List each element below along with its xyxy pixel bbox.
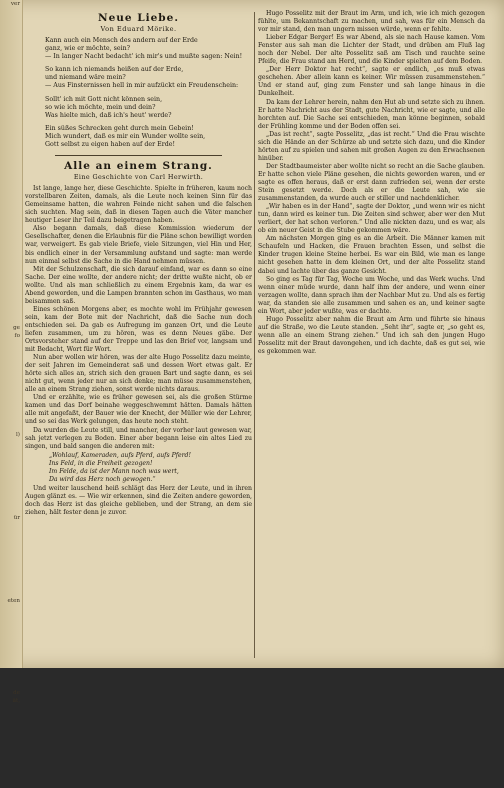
edge-fragment bbox=[0, 755, 22, 763]
edge-fragment bbox=[0, 191, 22, 199]
edge-fragment: ät, bbox=[12, 697, 20, 704]
edge-fragment bbox=[0, 133, 22, 141]
edge-fragment bbox=[0, 614, 22, 622]
edge-fragment bbox=[0, 274, 22, 282]
edge-fragment bbox=[0, 307, 22, 315]
story-paragraph: Mit der Schulzenschaft, die sich darauf einfand, war es dann so eine Sache. Der eine wollte, der andere nicht; der dritte wußte nicht, ob er wollte. Und als man schließlich zu einem Ergebnis kam, da war es Abend geworden, und die Lampen brannten schon im Gasthaus, wo man beisammen saß. bbox=[25, 265, 252, 305]
edge-fragment bbox=[0, 680, 22, 688]
edge-fragment bbox=[0, 747, 22, 755]
poem-body bbox=[45, 37, 252, 149]
edge-fragment: fo bbox=[14, 332, 20, 339]
section-divider bbox=[55, 155, 222, 156]
story-paragraph: Ist lange, lange her, diese Geschichte. Spielte in früheren, kaum noch vorstellbaren Zeiten, damals, als die Leute noch keinen Sinn für das Gemeinsame hatten, die wahren Feinde nicht sahen und die falschen sich suchten. Mag sein, daß in diesen Tagen auch die Väter mancher heutiger Leser ihr Teil dazu beigetragen haben. bbox=[25, 185, 252, 225]
edge-fragment: de bbox=[13, 689, 20, 696]
edge-fragment bbox=[0, 17, 22, 25]
edge-fragment bbox=[0, 41, 22, 49]
poem-title: Neue Liebe. bbox=[98, 12, 179, 24]
song-verse-line: Im Felde, da ist der Mann noch was wert, bbox=[49, 467, 179, 475]
edge-fragment bbox=[0, 738, 22, 746]
edge-fragment bbox=[0, 407, 22, 415]
edge-fragment bbox=[0, 655, 22, 663]
edge-fragment bbox=[0, 572, 22, 580]
edge-fragment bbox=[0, 639, 22, 647]
edge-fragment bbox=[0, 423, 22, 431]
edge-fragment bbox=[0, 531, 22, 539]
edge-fragment bbox=[0, 50, 22, 58]
poem-line: Ein süßes Schrecken geht durch mein Gebein! bbox=[45, 124, 194, 132]
poem-line: Was hielte mich, daß ich's heut' werde? bbox=[45, 111, 172, 119]
edge-fragment: eten bbox=[7, 598, 20, 605]
edge-fragment bbox=[0, 58, 22, 66]
edge-fragment bbox=[0, 149, 22, 157]
edge-fragment bbox=[0, 398, 22, 406]
edge-fragment bbox=[0, 556, 22, 564]
left-column bbox=[25, 10, 252, 660]
poem-line: Mich wundert, daß es mir ein Wunder wollte sein, bbox=[45, 132, 206, 140]
edge-fragment bbox=[0, 498, 22, 506]
edge-fragment bbox=[0, 257, 22, 265]
edge-fragment bbox=[0, 199, 22, 207]
edge-fragment bbox=[0, 672, 22, 680]
edge-fragment bbox=[0, 166, 22, 174]
edge-fragment bbox=[0, 116, 22, 124]
edge-fragment bbox=[0, 83, 22, 91]
edge-fragment bbox=[0, 158, 22, 166]
story-paragraph: Der Stadtbaumeister aber wollte nicht so recht an die Sache glauben. Er hatte schon viele Pläne gesehen, die nichts geworden waren, und er sagte es offen heraus, daß er erst dann zufrieden sei, wenn der erste Stein gesetzt werde. Doch als er die Leute sah, wie sie zusammenstanden, da wurde auch er stiller und nachdenklicher. bbox=[258, 162, 485, 203]
edge-fragment bbox=[0, 539, 22, 547]
story-paragraph: Eines schönen Morgens aber, es mochte wohl im Frühjahr gewesen sein, kam der Bote mit der Nachricht, daß die Sache nun doch entschieden sei. Da gab es Aufregung im ganzen Ort, und die Leute liefen zusammen, um zu hören, was es denn Neues gäbe. Der Ortsvorsteher stand auf der Treppe und las den Brief vor, langsam und mit Bedacht, Wort für Wort. bbox=[25, 305, 252, 354]
edge-fragment bbox=[0, 33, 22, 41]
edge-fragment bbox=[0, 705, 22, 713]
edge-fragment bbox=[0, 357, 22, 365]
edge-fragment bbox=[0, 66, 22, 74]
story-paragraph: Und weiter lauschend heiß schlägt das Herz der Leute, und in ihren Augen glänzt es. — Wie wir erkennen, sind die Zeiten andere geworden, doch das Herz ist das gleiche geblieben, und der Strang, an dem sie ziehen, hält fester denn je zuvor. bbox=[25, 484, 252, 516]
poem-line: Sollt' ich mit Gott nicht können sein, bbox=[45, 95, 163, 103]
edge-fragment bbox=[0, 290, 22, 298]
story-paragraph: Also begann damals, daß diese Kommission wiederum der Gesellschafter, denen die Erlaubnis für die Pläne schon bewilligt worden war, verweigert. Es gab viele Briefe, viele Sitzungen, viel Hin und Her, bis endlich einer in der Versammlung aufstand und sagte: man werde nun einmal selbst die Sache in die Hand nehmen müssen. bbox=[25, 225, 252, 265]
edge-fragment bbox=[0, 299, 22, 307]
edge-fragment bbox=[0, 415, 22, 423]
song-verse-line: „Wohlauf, Kameraden, aufs Pferd, aufs Pferd! bbox=[49, 451, 191, 459]
poem-line: Kann auch ein Mensch des andern auf der Erde bbox=[45, 37, 198, 44]
edge-fragment bbox=[0, 365, 22, 373]
edge-fragment bbox=[0, 473, 22, 481]
story-subtitle: Eine Geschichte von Carl Herwirth. bbox=[73, 173, 204, 182]
right-column bbox=[258, 10, 485, 660]
poem-line: ganz, wie er möchte, sein? bbox=[45, 45, 131, 53]
story-paragraph: Und er erzählte, wie es früher gewesen sei, als die großen Stürme kamen und das Dorf beinahe weggeschwemmt hätten. Damals hätten alle mit angefaßt, der Bauer wie der Knecht, der Müller wie der Lehrer, und so sei das Werk gelungen, das heute noch steht. bbox=[25, 394, 252, 426]
story-paragraph: „Wir haben es in der Hand“, sagte der Doktor, „und wenn wir es nicht tun, dann wird es keiner tun. Die Zeiten sind schwer, aber wer den Mut verliert, der hat schon verloren.“ Und alle nickten dazu, und es war, als ob ein neuer Geist in die Stube gekommen wäre. bbox=[258, 203, 485, 235]
story-body-right bbox=[258, 10, 485, 356]
story-paragraph: „Der Herr Doktor hat recht“, sagte er endlich, „es muß etwas geschehen. Aber allein kann es keiner. Wir müssen zusammenstehen.“ Und er stand auf, ging zum Fenster und sah lange hinaus in die Dunkelheit. bbox=[258, 66, 485, 98]
edge-fragment bbox=[0, 664, 22, 672]
edge-fragment bbox=[0, 224, 22, 232]
edge-fragment bbox=[0, 581, 22, 589]
column-divider bbox=[254, 12, 255, 658]
edge-fragment bbox=[0, 589, 22, 597]
story-paragraph: Am nächsten Morgen ging es an die Arbeit. Die Männer kamen mit Schaufeln und Hacken, die Frauen brachten Essen, und selbst die Kinder trugen kleine Steine herbei. Es war ein Bild, wie man es lange nicht gesehen hatte in dem kleinen Ort, und der alte Posselitz stand dabei und lachte über das ganze Gesicht. bbox=[258, 235, 485, 275]
song-verse bbox=[49, 452, 252, 484]
edge-fragment bbox=[0, 763, 22, 771]
poem-line: So kann ich niemands heißen auf der Erde, bbox=[45, 66, 184, 74]
story-paragraph: Lieber Edgar Berger! Es war Abend, als sie nach Hause kamen. Vom Fenster aus sah man die Lichter der Stadt, und drüben am Fluß lag noch der Nebel. Der alte Posselitz saß am Tisch und rauchte seine Pfeife, die Frau stand am Herd, und die Kinder spielten auf dem Boden. bbox=[258, 34, 485, 66]
story-paragraph: Hugo Posselitz aber nahm die Braut am Arm und führte sie hinaus auf die Straße, wo die Leute standen. „Seht ihr“, sagte er, „so geht es, wenn alle an einem Strang ziehen.“ Und ich sah den jungen Hugo Posselitz mit der Braut davongehen, und ich dachte, daß es gut sei, wie es gekommen war. bbox=[258, 315, 485, 355]
song-verse-line: Da wird das Herz noch gewogen.“ bbox=[49, 475, 156, 483]
edge-fragment bbox=[0, 8, 22, 16]
adjacent-page-edge bbox=[0, 0, 23, 704]
story-paragraph: Da wurden die Leute still, und mancher, der vorher laut gewesen war, sah jetzt verlegen zu Boden. Einer aber begann leise ein altes Lied zu singen, und bald sangen die anderen mit: bbox=[25, 426, 252, 450]
edge-fragment bbox=[0, 249, 22, 257]
story-paragraph: Hugo Posselitz mit der Braut im Arm, und ich, wie ich mich gezogen fühlte, um Bekanntschaft zu machen, und sah, was für ein Mensch da vor mir stand, den man ungern missen würde, wenn er fehlte. bbox=[258, 10, 485, 34]
story-body-left bbox=[25, 185, 252, 451]
edge-fragment bbox=[0, 373, 22, 381]
edge-fragment bbox=[0, 232, 22, 240]
edge-fragment bbox=[0, 465, 22, 473]
poem-line: — Aus Finsternissen hell in mir aufzückt ein Freudenschein: bbox=[45, 82, 239, 90]
edge-fragment bbox=[0, 382, 22, 390]
edge-fragment bbox=[0, 631, 22, 639]
edge-fragment bbox=[0, 730, 22, 738]
edge-fragment bbox=[0, 490, 22, 498]
poem-author: Von Eduard Mörike. bbox=[100, 25, 177, 33]
edge-fragment bbox=[0, 124, 22, 132]
edge-fragment bbox=[0, 440, 22, 448]
edge-fragment: ür bbox=[13, 515, 20, 522]
edge-fragment bbox=[0, 523, 22, 531]
edge-fragment bbox=[0, 606, 22, 614]
poem-line: so wie ich möchte, mein und dein? bbox=[45, 103, 156, 111]
story-paragraph: So ging es Tag für Tag, Woche um Woche, und das Werk wuchs. Und wenn einer müde wurde, dann half ihm der andere, und wenn einer verzagen wollte, dann sprach ihm der Nachbar Mut zu. Und als es fertig war, da standen sie alle zusammen und sahen es an, und keiner sagte ein Wort, aber jeder wußte, was er dachte. bbox=[258, 275, 485, 315]
story-paragraph: Nun aber wollen wir hören, was der alte Hugo Posselitz dazu meinte, der seit Jahren im Gemeinderat saß und dessen Wort etwas galt. Er hörte sich alles an, strich sich den grauen Bart und sagte dann, es sei nicht gut, wenn jeder nur an sich denke; man müsse zusammenstehen, alle an einem Strang ziehen, sonst werde nichts daraus. bbox=[25, 354, 252, 394]
poem-line: und niemand wäre mein? bbox=[45, 74, 126, 82]
edge-fragment: ge bbox=[13, 324, 20, 331]
edge-fragment bbox=[0, 348, 22, 356]
poem-line: — In langer Nacht bedacht' ich mir's und mußte sagen: Nein! bbox=[45, 53, 243, 61]
edge-fragment bbox=[0, 780, 22, 788]
edge-fragment bbox=[0, 141, 22, 149]
story-body-left-end bbox=[25, 485, 252, 517]
edge-fragment bbox=[0, 722, 22, 730]
edge-fragment: l) bbox=[16, 432, 20, 439]
edge-fragment bbox=[0, 714, 22, 722]
edge-fragment bbox=[0, 481, 22, 489]
story-title: Alle an einem Strang. bbox=[64, 160, 213, 173]
edge-fragment bbox=[0, 100, 22, 108]
edge-fragment bbox=[0, 390, 22, 398]
song-verse-line: Ins Feld, in die Freiheit gezogen! bbox=[49, 459, 153, 467]
story-paragraph: „Das ist recht“, sagte Posselitz, „das ist recht.“ Und die Frau wischte sich die Hände an der Schürze ab und setzte sich dazu, und die Kinder hörten auf zu spielen und sahen mit großen Augen zu den Erwachsenen hinüber. bbox=[258, 130, 485, 162]
edge-fragment bbox=[0, 448, 22, 456]
edge-fragment bbox=[0, 622, 22, 630]
edge-fragment bbox=[0, 207, 22, 215]
edge-fragment bbox=[0, 772, 22, 780]
edge-fragment bbox=[0, 282, 22, 290]
story-paragraph: Da kam der Lehrer herein, nahm den Hut ab und setzte sich zu ihnen. Er hatte Nachricht aus der Stadt, gute Nachricht, wie er sagte, und alle horchten auf. Die Sache sei entschieden, man könne beginnen, sobald der Frühling komme und der Boden offen sei. bbox=[258, 98, 485, 130]
edge-fragment bbox=[0, 216, 22, 224]
edge-fragment bbox=[0, 456, 22, 464]
edge-fragment bbox=[0, 108, 22, 116]
edge-fragment bbox=[0, 564, 22, 572]
edge-fragment bbox=[0, 315, 22, 323]
edge-fragment bbox=[0, 75, 22, 83]
edge-fragment bbox=[0, 91, 22, 99]
edge-fragment bbox=[0, 183, 22, 191]
edge-fragment: ver bbox=[10, 1, 20, 7]
edge-fragment bbox=[0, 647, 22, 655]
edge-fragment bbox=[0, 340, 22, 348]
edge-fragment bbox=[0, 266, 22, 274]
edge-fragment bbox=[0, 506, 22, 514]
poem-line: Gott selbst zu eigen haben auf der Erde! bbox=[45, 141, 176, 149]
edge-fragment bbox=[0, 25, 22, 33]
edge-fragment bbox=[0, 241, 22, 249]
edge-fragment bbox=[0, 174, 22, 182]
edge-fragment bbox=[0, 548, 22, 556]
